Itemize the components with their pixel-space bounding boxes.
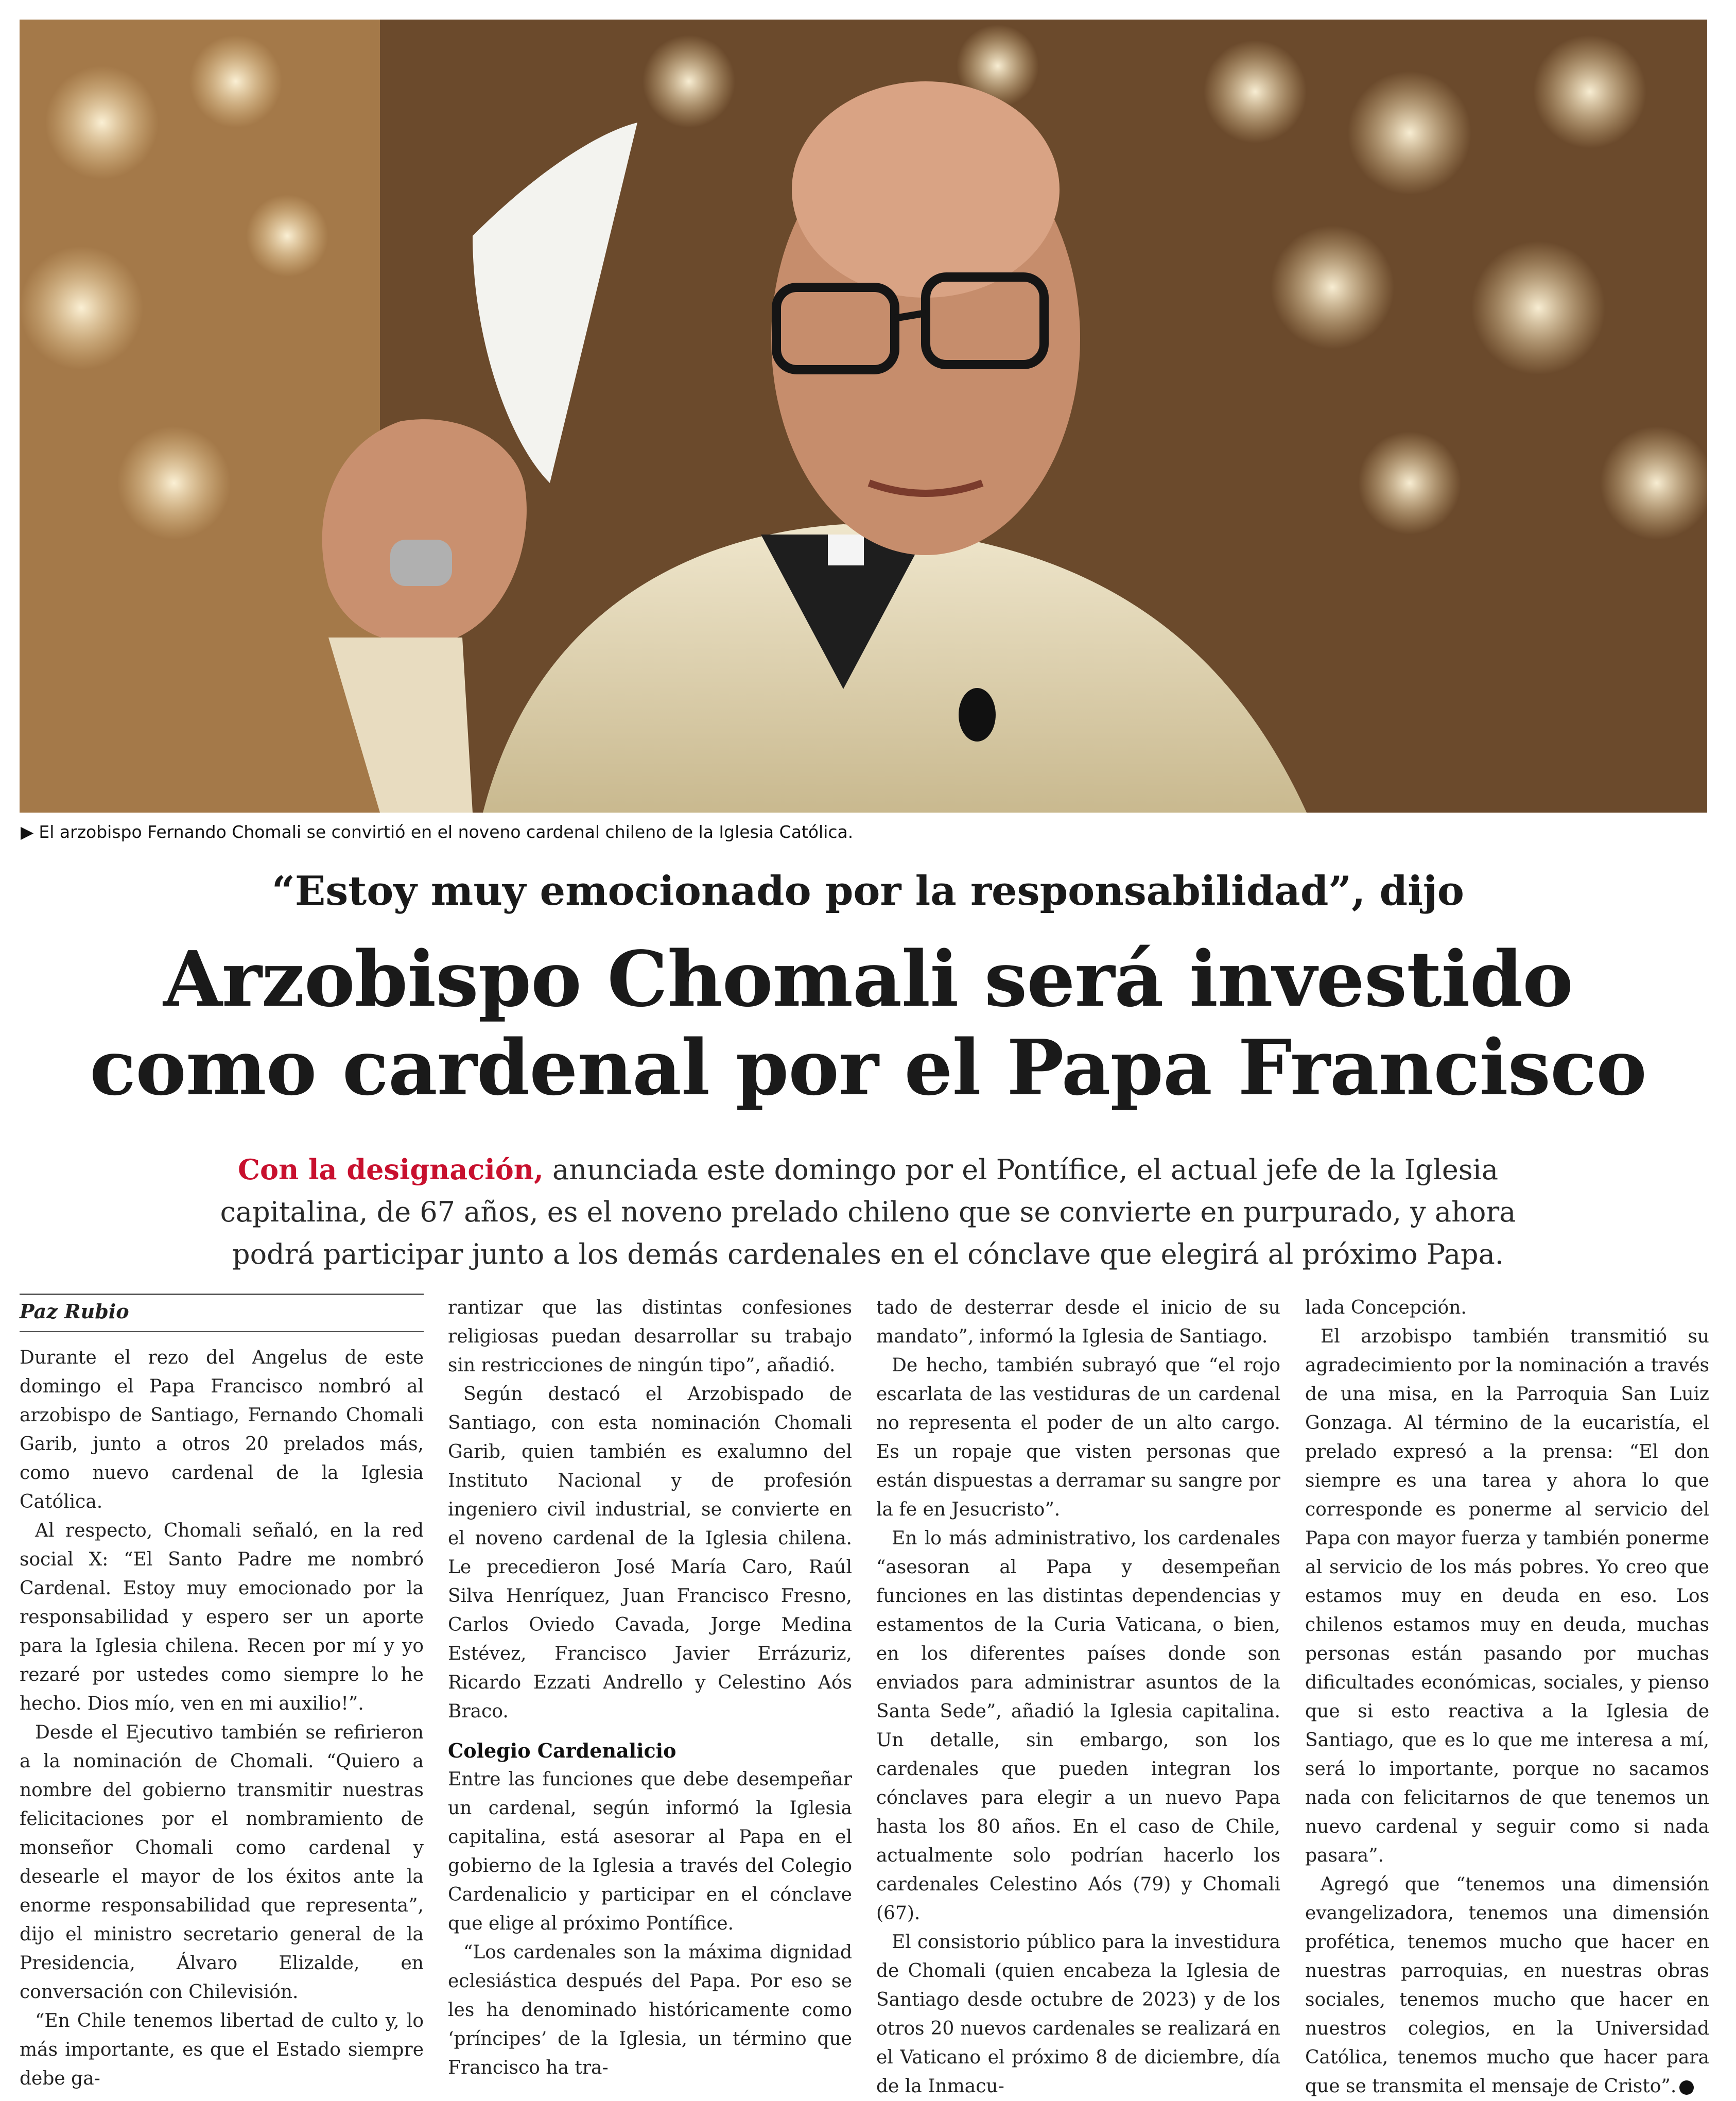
byline: Paz Rubio [20,1294,424,1332]
deck [216,1148,1520,1276]
paragraph: Entre las funciones que debe desempeñar un cardenal, según informó la Iglesia capitalina, está asesorar al Papa en el gobierno de la Iglesia a través del Colegio Cardenalicio y participar en el cónclave que elige al próximo Pontífice. [448,1769,852,1934]
column-3 [876,1294,1280,2101]
paragraph: El consistorio público para la investidura de Chomali (quien encabeza la Iglesia de Santiago desde octubre de 2023) y de los otros 20 nuevos cardenales se realizará en el Vaticano el próximo 8 de diciembre, día de la Inmacu- [876,1932,1280,2097]
paragraph: tado de desterrar desde el inicio de su mandato”, informó la Iglesia de Santiago. [876,1297,1280,1347]
paragraph-final [1305,1870,1709,2101]
headline [0,935,1736,1112]
paragraph: Al respecto, Chomali señaló, en la red social X: “El Santo Padre me nombró Cardenal. Estoy muy emocionado por la responsabilidad y espero ser un aporte para la Iglesia chilena. Recen por mí y yo rezaré por ustedes como siempre lo he hecho. Dios mío, ven en mi auxilio!”. [20,1520,424,1714]
cardinal-photo-illustration [20,20,1707,813]
paragraph: De hecho, también subrayó que “el rojo escarlata de las vestiduras de un cardenal no representa el poder de un alto cargo. Es un ropaje que visten personas que están dispuestas a derramar su sangre por la fe en Jesucristo”. [876,1355,1280,1520]
paragraph-final-text: Agregó que “tenemos una dimensión evangelizadora, tenemos una dimensión profética, tenemos mucho que hacer en nuestras parroquias, en nuestras obras sociales, tenemos mucho que hacer en nuestros colegios, en la Universidad Católica, tenemos mucho que hacer para que se transmita el mensaje de Cristo”. [1305,1874,1709,2097]
subheading: Colegio Cardenalicio [448,1739,676,1762]
paragraph: “Los cardenales son la máxima dignidad eclesiástica después del Papa. Por eso se les ha denominado históricamente como ‘príncipes’ de la Iglesia, un término que Francisco ha tra- [448,1942,852,2078]
paragraph: En lo más administrativo, los cardenales “asesoran al Papa y desempeñan funciones en las distintas dependencias y estamentos de la Curia Vaticana, o bien, en los diferentes países donde son enviados para administrar asuntos de la Santa Sede”, añadió la Iglesia capitalina. Un detalle, sin embargo, son los cardenales que pueden integran los cónclaves para elegir a un nuevo Papa hasta los 80 años. En el caso de Chile, actualmente solo podrían hacerlo los cardenales Celestino Aós (79) y Chomali (67). [876,1528,1280,1924]
photo-caption [21,822,853,842]
deck-line-1-rest: anunciada este domingo por el Pontífice, el actual jefe de la Iglesia [543,1153,1499,1186]
paragraph: Según destacó el Arzobispado de Santiago, con esta nominación Chomali Garib, quien también es exalumno del Instituto Nacional y de profesión ingeniero civil industrial, se convierte en el noveno cardenal de la Iglesia chilena. Le precedieron José María Caro, Raúl Silva Henríquez, Juan Francisco Fresno, Carlos Oviedo Cavada, Jorge Medina Estévez, Francisco Javier Errázuriz, Ricardo Ezzati Andrello y Celestino Aós Braco. [448,1384,852,1722]
paragraph: Durante el rezo del Angelus de este domingo el Papa Francisco nombró al arzobispo de Santiago, Fernando Chomali Garib, junto a otros 20 prelados más, como nuevo cardenal de la Iglesia Católica. [20,1347,424,1512]
caption-text: El arzobispo Fernando Chomali se convirtió en el noveno cardenal chileno de la Iglesia Católica. [39,822,854,842]
deck-line-1 [216,1148,1520,1191]
paragraph: lada Concepción. [1305,1297,1467,1318]
kicker-quote: “Estoy muy emocionado por la responsabilidad”, dijo [272,868,1464,915]
paragraph: El arzobispo también transmitió su agradecimiento por la nominación a través de una misa, en la Parroquia San Luiz Gonzaga. Al término de la eucaristía, el prelado expresó a la prensa: “El don siempre es una tarea y ahora lo que corresponde es ponerme al servicio del Papa con mayor fuerza y también ponerme al servicio de los más pobres. Yo creo que estamos muy en deuda en eso. Los chilenos estamos muy en deuda, muchas personas están pasando por muchas dificultades económicas, sociales, y pienso que si esto reactiva a la Iglesia de Santiago, que es lo que me interesa a mí, será lo importante, porque no sacamos nada con felicitarnos de que tenemos un nuevo cardenal y seguir como si nada pasara”. [1305,1326,1709,1866]
paragraph: “En Chile tenemos libertad de culto y, lo más importante, es que el Estado siempre debe ga- [20,2010,424,2089]
column-4 [1305,1294,1709,2101]
article-photo [20,20,1707,813]
paragraph: rantizar que las distintas confesiones religiosas puedan desarrollar su trabajo sin restricciones de ningún tipo”, añadió. [448,1297,852,1376]
headline-line-2: como cardenal por el Papa Francisco [90,1023,1646,1112]
headline-line-1: Arzobispo Chomali será investido [163,934,1573,1024]
end-mark-icon [1679,2080,1694,2095]
deck-line-2: capitalina, de 67 años, es el noveno prelado chileno que se convierte en purpurado, y ahora [220,1196,1516,1228]
paragraph: Desde el Ejecutivo también se refirieron a la nominación de Chomali. “Quiero a nombre del gobierno transmitir nuestras felicitaciones por el nombramiento de monseñor Chomali como cardenal y desearle el mayor de los éxitos ante la enorme responsabilidad que representa”, dijo el ministro secretario general de la Presidencia, Álvaro Elizalde, en conversación con Chilevisión. [20,1722,424,2003]
column-1 [20,1294,424,2093]
caption-triangle-icon: ▶ [21,822,34,842]
deck-line-3: podrá participar junto a los demás cardenales en el cónclave que elegirá al próximo Papa. [232,1238,1504,1270]
column-2 [448,1294,852,2082]
deck-lead: Con la designación, [237,1153,544,1186]
